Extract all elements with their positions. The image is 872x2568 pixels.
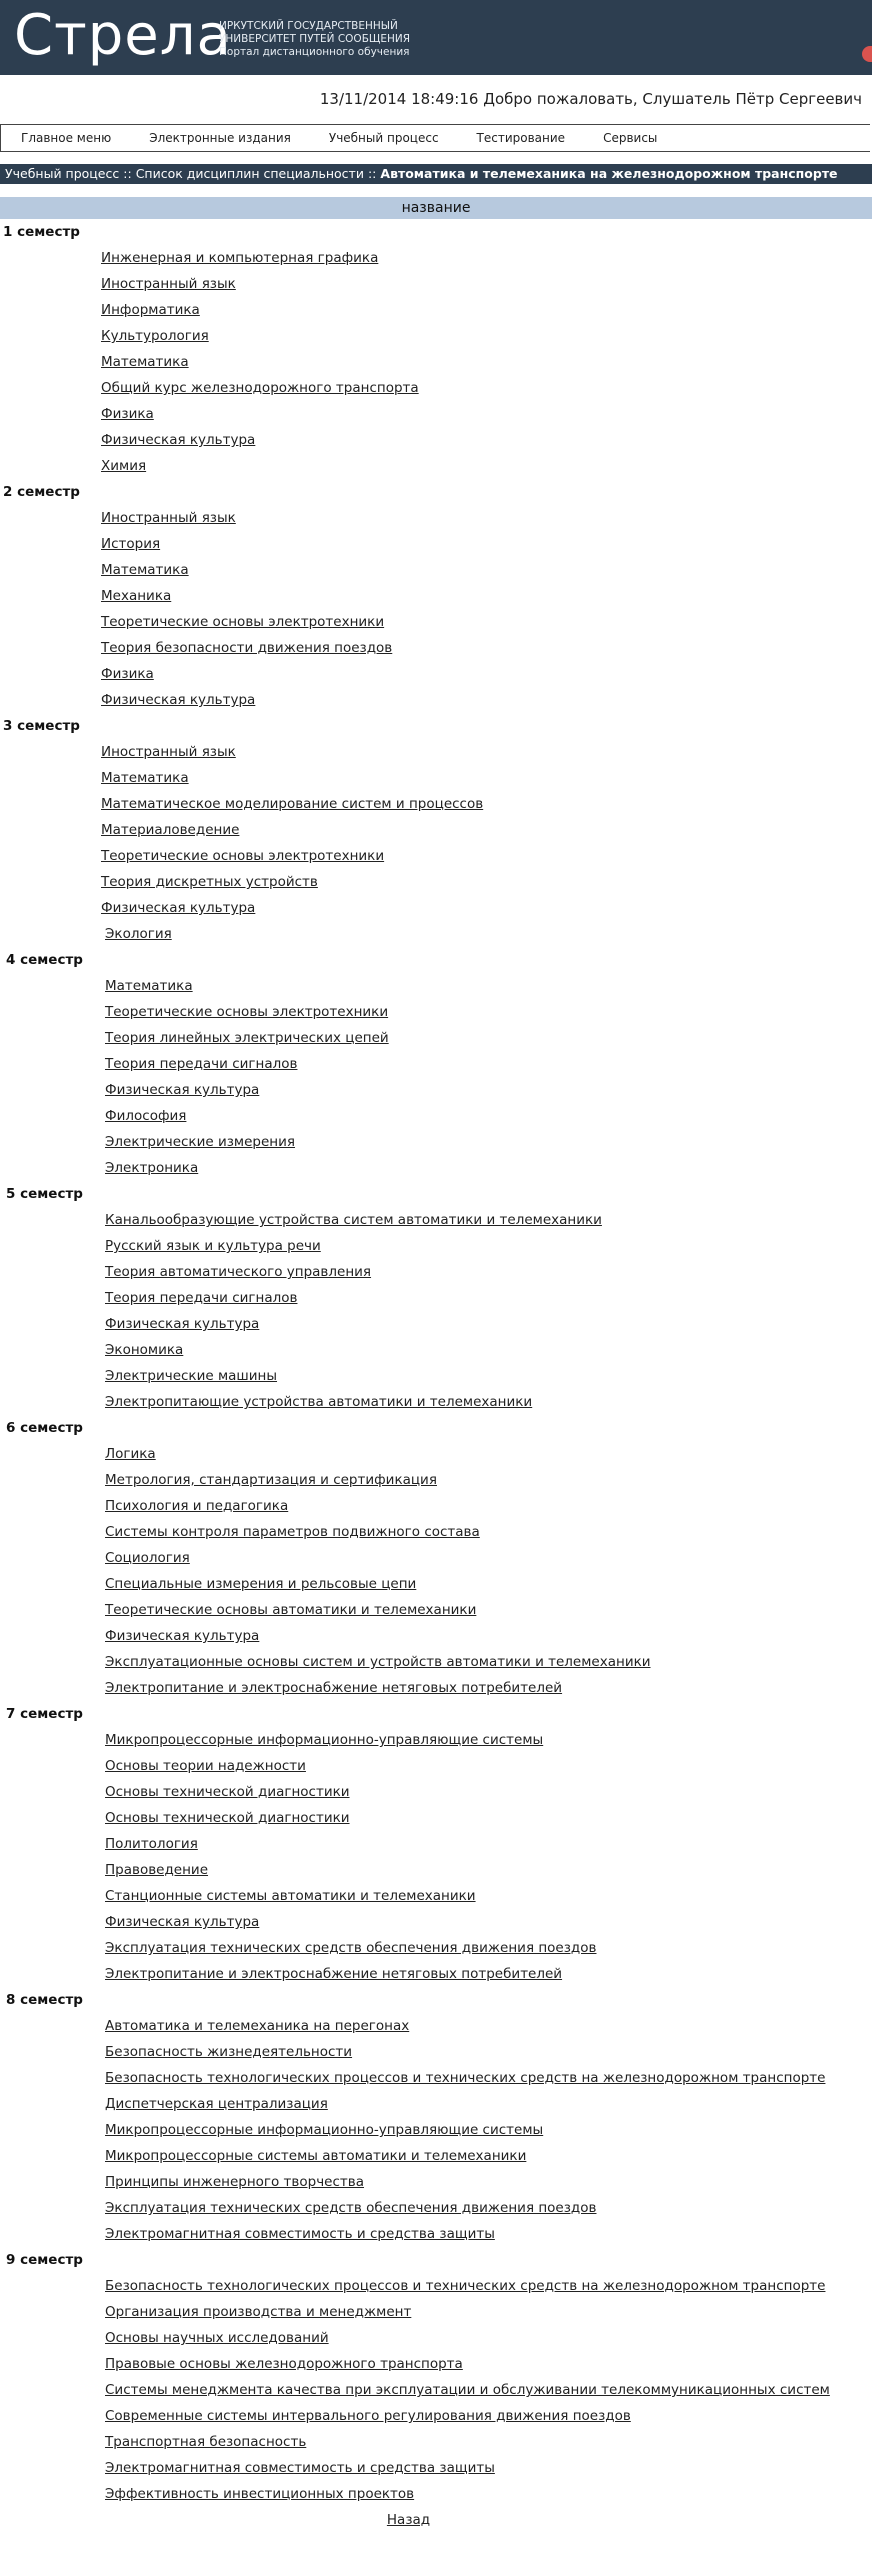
- university-line-1: ИРКУТСКИЙ ГОСУДАРСТВЕННЫЙ: [219, 20, 398, 32]
- course-link[interactable]: Философия: [105, 1108, 187, 1124]
- course-link[interactable]: Теория передачи сигналов: [105, 1290, 298, 1306]
- site-logo[interactable]: Стрела: [14, 3, 232, 68]
- course-link[interactable]: Русский язык и культура речи: [105, 1238, 321, 1254]
- course-link[interactable]: Теория линейных электрических цепей: [105, 1030, 389, 1046]
- course-link[interactable]: Физическая культура: [101, 692, 256, 708]
- semester-heading: 8 семестр: [6, 1992, 83, 2008]
- course-link[interactable]: История: [101, 536, 161, 552]
- breadcrumb-study-process[interactable]: Учебный процесс: [5, 166, 120, 181]
- course-link[interactable]: Теоретические основы электротехники: [105, 1004, 389, 1020]
- course-link[interactable]: Основы технической диагностики: [105, 1784, 350, 1800]
- course-link[interactable]: Механика: [101, 588, 172, 604]
- university-name: [219, 20, 410, 59]
- portal-subtitle: Портал дистанционного обучения: [219, 46, 410, 58]
- course-link[interactable]: Безопасность технологических процессов и технических средств на железнодорожном транспорте: [105, 2070, 826, 2086]
- course-link[interactable]: Основы технической диагностики: [105, 1810, 350, 1826]
- course-link[interactable]: Иностранный язык: [101, 744, 236, 760]
- nav-e-publications[interactable]: Электронные издания: [149, 131, 291, 145]
- table-header-name: название: [0, 197, 872, 219]
- semester-heading: 1 семестр: [3, 224, 80, 240]
- logout-icon[interactable]: [862, 46, 872, 62]
- course-link[interactable]: Физическая культура: [105, 1082, 260, 1098]
- discipline-list: [0, 219, 872, 2533]
- back-link[interactable]: Назад: [386, 2512, 431, 2528]
- nav-study-process[interactable]: Учебный процесс: [328, 131, 439, 145]
- course-link[interactable]: Безопасность технологических процессов и технических средств на железнодорожном транспорте: [105, 2278, 826, 2294]
- semester-heading: 3 семестр: [3, 718, 80, 734]
- course-link[interactable]: Физическая культура: [101, 900, 256, 916]
- course-link[interactable]: Специальные измерения и рельсовые цепи: [105, 1576, 417, 1592]
- semester-heading: 6 семестр: [6, 1420, 83, 1436]
- course-link[interactable]: Эффективность инвестиционных проектов: [105, 2486, 415, 2502]
- course-link[interactable]: Иностранный язык: [101, 276, 236, 292]
- course-link[interactable]: Физика: [101, 406, 154, 422]
- course-link[interactable]: Физическая культура: [101, 432, 256, 448]
- course-link[interactable]: Материаловедение: [101, 822, 240, 838]
- course-link[interactable]: Электрические измерения: [105, 1134, 295, 1150]
- breadcrumb-discipline-list[interactable]: Список дисциплин специальности: [135, 166, 364, 181]
- course-link[interactable]: Эксплуатация технических средств обеспечения движения поездов: [105, 1940, 597, 1956]
- nav-services[interactable]: Сервисы: [603, 131, 658, 145]
- course-link[interactable]: Принципы инженерного творчества: [105, 2174, 365, 2190]
- semester-heading: 7 семестр: [6, 1706, 83, 1722]
- course-link[interactable]: Экономика: [105, 1342, 184, 1358]
- welcome-text: 13/11/2014 18:49:16 Добро пожаловать, Слушатель Пётр Сергеевич: [319, 90, 862, 108]
- course-link[interactable]: Математика: [101, 770, 189, 786]
- course-link[interactable]: Правоведение: [105, 1862, 209, 1878]
- breadcrumb-current: Автоматика и телемеханика на железнодорожном транспорте: [380, 166, 838, 181]
- semester-heading: 2 семестр: [3, 484, 80, 500]
- course-link[interactable]: Психология и педагогика: [105, 1498, 289, 1514]
- course-link[interactable]: Эксплуатация технических средств обеспечения движения поездов: [105, 2200, 597, 2216]
- course-link[interactable]: Теория автоматического управления: [105, 1264, 372, 1280]
- course-link[interactable]: Инженерная и компьютерная графика: [101, 250, 379, 266]
- course-link[interactable]: Математическое моделирование систем и процессов: [101, 796, 484, 812]
- course-link[interactable]: Организация производства и менеджмент: [105, 2304, 412, 2320]
- course-link[interactable]: Системы контроля параметров подвижного состава: [105, 1524, 480, 1540]
- course-link[interactable]: Системы менеджмента качества при эксплуатации и обслуживании телекоммуникационных систем: [105, 2382, 830, 2398]
- course-link[interactable]: Математика: [101, 354, 189, 370]
- course-link[interactable]: Электропитающие устройства автоматики и телемеханики: [105, 1394, 533, 1410]
- course-link[interactable]: Теоретические основы автоматики и телемеханики: [105, 1602, 477, 1618]
- top-header: [0, 0, 872, 75]
- course-link[interactable]: Физическая культура: [105, 1628, 260, 1644]
- nav-testing[interactable]: Тестирование: [476, 131, 566, 145]
- course-link[interactable]: Правовые основы железнодорожного транспорта: [105, 2356, 463, 2372]
- course-link[interactable]: Диспетчерская централизация: [105, 2096, 328, 2112]
- nav-main-menu[interactable]: Главное меню: [21, 131, 112, 145]
- course-link[interactable]: Станционные системы автоматики и телемеханики: [105, 1888, 476, 1904]
- course-link[interactable]: Безопасность жизнедеятельности: [105, 2044, 353, 2060]
- course-link[interactable]: Физика: [101, 666, 154, 682]
- course-link[interactable]: Канальообразующие устройства систем автоматики и телемеханики: [105, 1212, 602, 1228]
- course-link[interactable]: Общий курс железнодорожного транспорта: [101, 380, 419, 396]
- course-link[interactable]: Основы научных исследований: [105, 2330, 329, 2346]
- course-link[interactable]: Транспортная безопасность: [105, 2434, 307, 2450]
- course-link[interactable]: Политология: [105, 1836, 198, 1852]
- course-link[interactable]: Химия: [101, 458, 147, 474]
- course-link[interactable]: Современные системы интервального регулирования движения поездов: [105, 2408, 631, 2424]
- course-link[interactable]: Метрология, стандартизация и сертификация: [105, 1472, 437, 1488]
- course-link[interactable]: Основы теории надежности: [105, 1758, 306, 1774]
- semester-heading: 5 семестр: [6, 1186, 83, 1202]
- course-link[interactable]: Физическая культура: [105, 1316, 260, 1332]
- course-link[interactable]: Теория безопасности движения поездов: [101, 640, 393, 656]
- semester-heading: 9 семестр: [6, 2252, 83, 2268]
- course-link[interactable]: Социология: [105, 1550, 190, 1566]
- course-link[interactable]: Математика: [101, 562, 189, 578]
- course-link[interactable]: Теоретические основы электротехники: [101, 614, 385, 630]
- course-link[interactable]: Теория дискретных устройств: [101, 874, 318, 890]
- course-link[interactable]: Физическая культура: [105, 1914, 260, 1930]
- course-link[interactable]: Микропроцессорные информационно-управляющие системы: [105, 1732, 544, 1748]
- breadcrumb: [0, 164, 872, 184]
- semester-heading: 4 семестр: [6, 952, 83, 968]
- course-link[interactable]: Микропроцессорные информационно-управляющие системы: [105, 2122, 544, 2138]
- course-link[interactable]: Математика: [105, 978, 193, 994]
- course-link[interactable]: Электропитание и электроснабжение нетяговых потребителей: [105, 1680, 563, 1696]
- course-link[interactable]: Автоматика и телемеханика на перегонах: [105, 2018, 410, 2034]
- course-link[interactable]: Электромагнитная совместимость и средства защиты: [105, 2460, 495, 2476]
- course-link[interactable]: Иностранный язык: [101, 510, 236, 526]
- course-link[interactable]: Информатика: [101, 302, 200, 318]
- course-link[interactable]: Эксплуатационные основы систем и устройств автоматики и телемеханики: [105, 1654, 651, 1670]
- course-link[interactable]: Электромагнитная совместимость и средства защиты: [105, 2226, 495, 2242]
- main-nav: [0, 124, 870, 152]
- course-link[interactable]: Экология: [105, 926, 172, 942]
- breadcrumb-separator: ::: [123, 166, 132, 181]
- course-link[interactable]: Теория передачи сигналов: [105, 1056, 298, 1072]
- university-line-2: УНИВЕРСИТЕТ ПУТЕЙ СООБЩЕНИЯ: [219, 33, 411, 45]
- course-link[interactable]: Электропитание и электроснабжение нетяговых потребителей: [105, 1966, 563, 1982]
- course-link[interactable]: Электроника: [105, 1160, 199, 1176]
- course-link[interactable]: Культурология: [101, 328, 209, 344]
- breadcrumb-separator: ::: [367, 166, 377, 181]
- course-link[interactable]: Микропроцессорные системы автоматики и телемеханики: [105, 2148, 527, 2164]
- course-link[interactable]: Логика: [105, 1446, 156, 1462]
- course-link[interactable]: Электрические машины: [105, 1368, 278, 1384]
- course-link[interactable]: Теоретические основы электротехники: [101, 848, 385, 864]
